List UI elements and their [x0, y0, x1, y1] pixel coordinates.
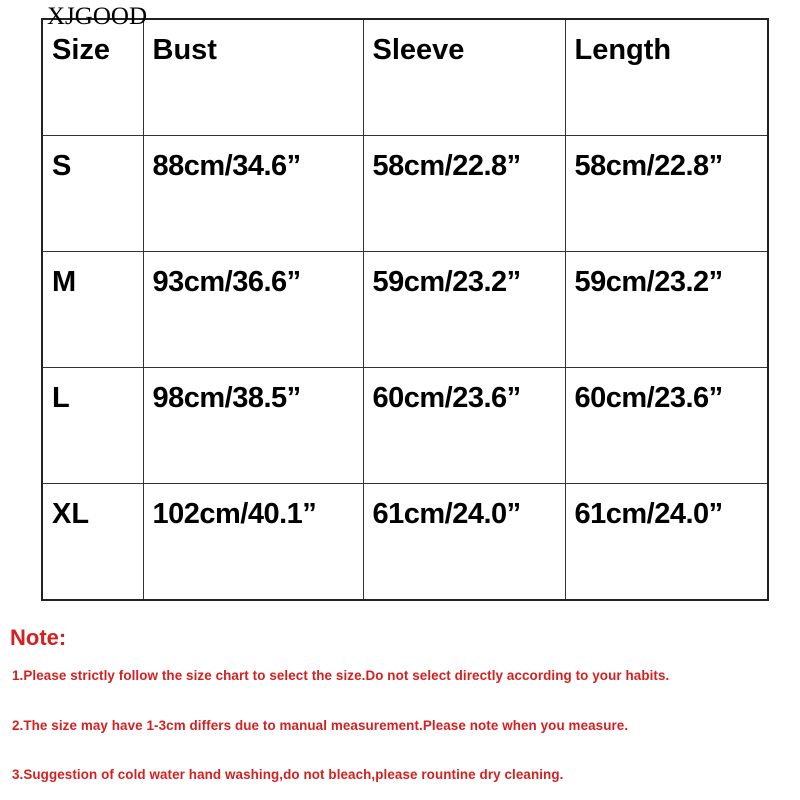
- bust-cell: 102cm/40.1”: [143, 484, 363, 600]
- length-cell: 61cm/24.0”: [565, 484, 768, 600]
- size-chart-table: [41, 18, 769, 601]
- size-cell: M: [42, 251, 143, 367]
- brand-watermark: XJGOOD: [47, 3, 147, 30]
- header-cell-bust: Bust: [143, 19, 363, 135]
- sleeve-cell: 59cm/23.2”: [363, 251, 565, 367]
- size-cell: S: [42, 135, 143, 251]
- bust-cell: 93cm/36.6”: [143, 251, 363, 367]
- length-cell: 59cm/23.2”: [565, 251, 768, 367]
- note-title: Note:: [10, 625, 67, 650]
- table-row: [42, 368, 768, 484]
- header-cell-sleeve: Sleeve: [363, 19, 565, 135]
- table-row: [42, 251, 768, 367]
- sleeve-cell: 60cm/23.6”: [363, 368, 565, 484]
- sleeve-cell: 61cm/24.0”: [363, 484, 565, 600]
- header-cell-length: Length: [565, 19, 768, 135]
- length-cell: 58cm/22.8”: [565, 135, 768, 251]
- sleeve-cell: 58cm/22.8”: [363, 135, 565, 251]
- size-cell: XL: [42, 484, 143, 600]
- note-line: 2.The size may have 1-3cm differs due to manual measurement.Please note when you measure.: [12, 718, 629, 733]
- header-cell-size: Size: [42, 19, 143, 135]
- note-line: 1.Please strictly follow the size chart to select the size.Do not select directly according to your habits.: [12, 668, 670, 683]
- table-header-row: [42, 19, 768, 135]
- bust-cell: 98cm/38.5”: [143, 368, 363, 484]
- table-row: [42, 135, 768, 251]
- size-cell: L: [42, 368, 143, 484]
- length-cell: 60cm/23.6”: [565, 368, 768, 484]
- note-line: 3.Suggestion of cold water hand washing,do not bleach,please rountine dry cleaning.: [12, 767, 564, 782]
- bust-cell: 88cm/34.6”: [143, 135, 363, 251]
- table-row: [42, 484, 768, 600]
